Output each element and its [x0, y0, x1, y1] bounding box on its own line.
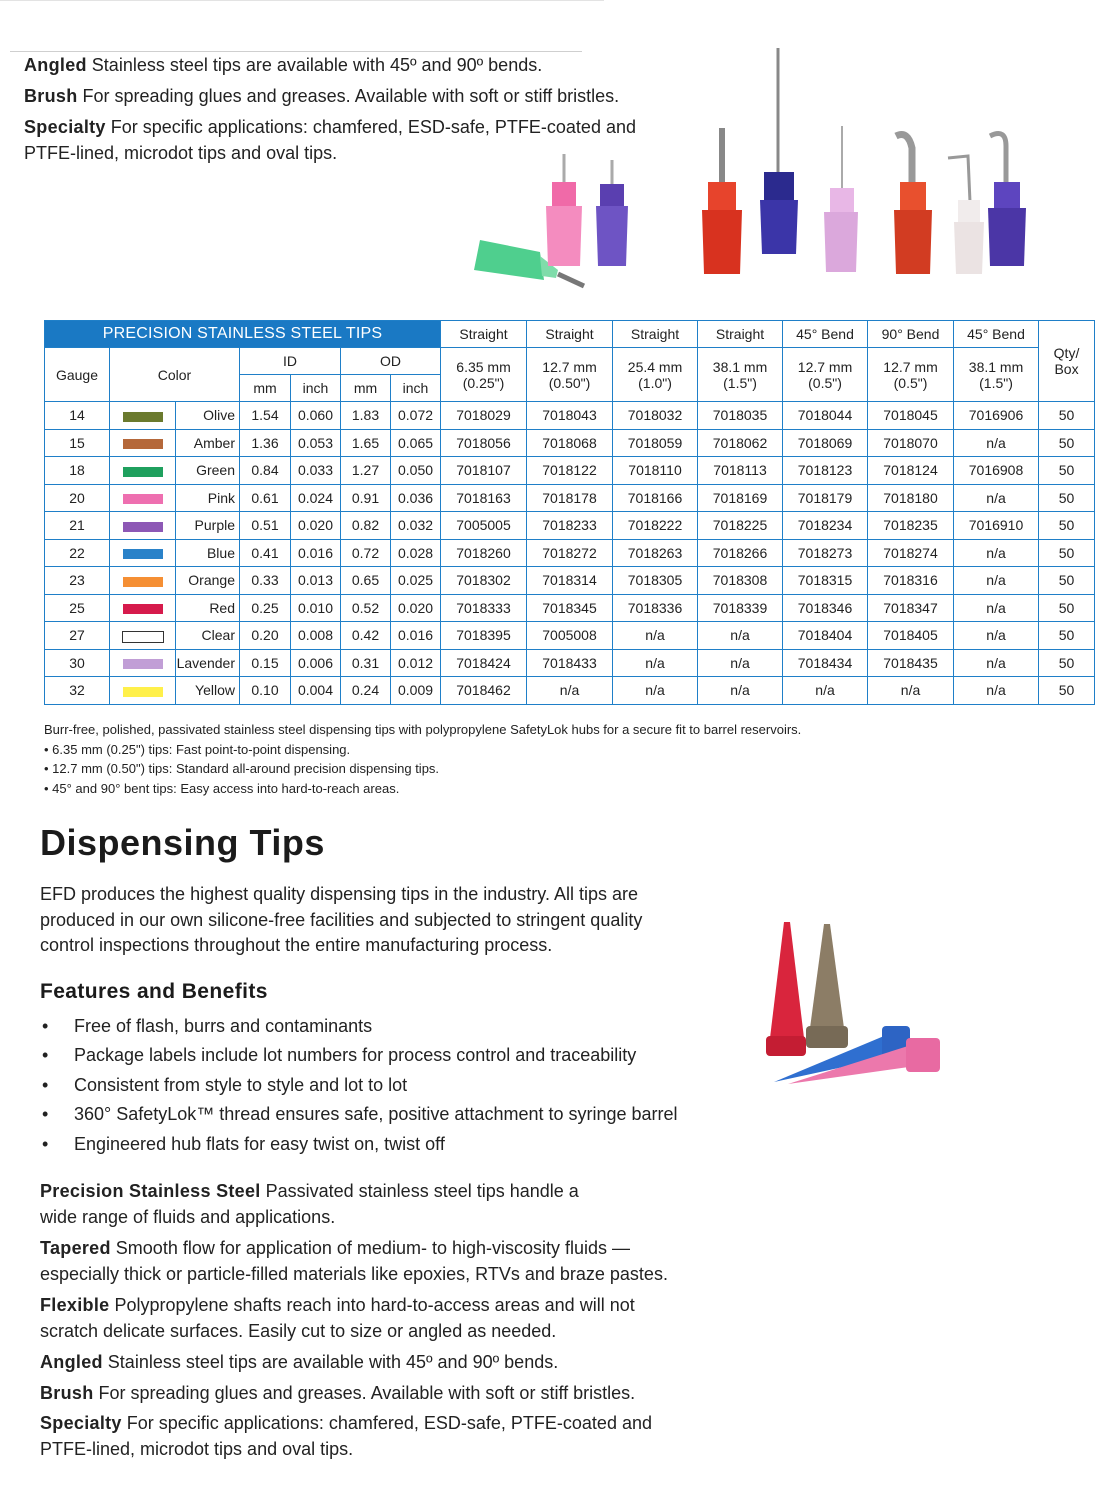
od-inch-cell: 0.072 — [391, 402, 441, 430]
color-name-cell: Blue — [176, 539, 240, 567]
part-number-cell: 7018233 — [527, 512, 613, 540]
id-inch-cell: 0.024 — [291, 484, 341, 512]
od-mm-cell: 1.83 — [341, 402, 391, 430]
od-mm-cell: 0.31 — [341, 649, 391, 677]
table-row — [45, 484, 1095, 512]
part-number-cell: 7018266 — [698, 539, 783, 567]
part-number-cell: 7018032 — [613, 402, 698, 430]
part-number-cell: 7018347 — [868, 594, 954, 622]
id-inch-cell: 0.013 — [291, 567, 341, 595]
intro-line: EFD produces the highest quality dispensing tips in the industry. All tips are — [40, 884, 638, 904]
part-number-cell: 7018122 — [527, 457, 613, 485]
od-mm-cell: 1.65 — [341, 429, 391, 457]
tapered-tips-illustration — [744, 918, 944, 1088]
type-flexible-cont: scratch delicate surfaces. Easily cut to size or angled as needed. — [40, 1320, 557, 1341]
part-number-cell: 7018180 — [868, 484, 954, 512]
col-style-6: 90° Bend — [868, 321, 954, 348]
gray-tapered-tip-image — [806, 924, 848, 1048]
feature-item: • Engineered hub flats for easy twist on, twist off — [40, 1130, 678, 1159]
note-line: Burr-free, polished, passivated stainless steel dispensing tips with polypropylene SafetyLok hubs for a secure fit to barrel reservoirs. — [44, 722, 802, 737]
gauge-cell: 18 — [45, 457, 110, 485]
part-number-cell: 7018166 — [613, 484, 698, 512]
od-mm-header: mm — [341, 375, 391, 402]
swatch-cell — [110, 594, 176, 622]
part-number-cell: n/a — [954, 622, 1039, 650]
gauge-cell: 30 — [45, 649, 110, 677]
part-number-cell: 7018029 — [441, 402, 527, 430]
features-list — [40, 1012, 678, 1159]
table-row — [45, 567, 1095, 595]
color-swatch — [123, 577, 163, 587]
part-number-cell: 7018163 — [441, 484, 527, 512]
qty-cell: 50 — [1039, 512, 1095, 540]
qty-cell: 50 — [1039, 622, 1095, 650]
part-number-cell: 7018434 — [783, 649, 868, 677]
type-flexible: Flexible Polypropylene shafts reach into hard-to-access areas and will not — [40, 1295, 635, 1315]
id-inch-cell: 0.053 — [291, 429, 341, 457]
part-number-cell: 7018273 — [783, 539, 868, 567]
gauge-cell: 15 — [45, 429, 110, 457]
part-number-cell: n/a — [954, 649, 1039, 677]
part-number-cell: 7018260 — [441, 539, 527, 567]
part-number-cell: 7016906 — [954, 402, 1039, 430]
feature-item: • Package labels include lot numbers for process control and traceability — [40, 1041, 678, 1070]
part-number-cell: 7018179 — [783, 484, 868, 512]
id-header: ID — [240, 348, 341, 375]
color-name-cell: Green — [176, 457, 240, 485]
color-swatch — [123, 522, 163, 532]
specialty-desc-cont: PTFE-lined, microdot tips and oval tips. — [24, 143, 338, 163]
col-len-5: 12.7 mm (0.5") — [783, 348, 868, 402]
qty-cell: 50 — [1039, 677, 1095, 705]
intro-line: produced in our own silicone-free facilities and subjected to stringent quality — [40, 909, 643, 930]
intro-line: control inspections throughout the entire manufacturing process. — [40, 935, 553, 955]
od-mm-cell: 0.52 — [341, 594, 391, 622]
swatch-cell — [110, 622, 176, 650]
note-line: • 6.35 mm (0.25") tips: Fast point-to-point dispensing. — [44, 741, 351, 757]
dispensing-tips-illustration — [446, 44, 1076, 296]
note-line: • 12.7 mm (0.50") tips: Standard all-around precision dispensing tips. — [44, 761, 440, 776]
od-inch-cell: 0.016 — [391, 622, 441, 650]
part-number-cell: n/a — [868, 677, 954, 705]
part-number-cell: 7005008 — [527, 622, 613, 650]
color-name-cell: Red — [176, 594, 240, 622]
swatch-cell — [110, 512, 176, 540]
part-number-cell: 7018462 — [441, 677, 527, 705]
col-len-7: 38.1 mm (1.5") — [954, 348, 1039, 402]
part-number-cell: 7018435 — [868, 649, 954, 677]
part-number-cell: n/a — [698, 649, 783, 677]
swatch-cell — [110, 429, 176, 457]
swatch-cell — [110, 567, 176, 595]
gauge-cell: 23 — [45, 567, 110, 595]
part-number-cell: 7018404 — [783, 622, 868, 650]
od-mm-cell: 1.27 — [341, 457, 391, 485]
table-title: PRECISION STAINLESS STEEL TIPS — [45, 321, 441, 348]
color-name-cell: Olive — [176, 402, 240, 430]
part-number-cell: 7018234 — [783, 512, 868, 540]
part-number-cell: 7018124 — [868, 457, 954, 485]
swatch-cell — [110, 677, 176, 705]
gauge-cell: 21 — [45, 512, 110, 540]
table-row — [45, 457, 1095, 485]
part-number-cell: 7018395 — [441, 622, 527, 650]
type-brush: Brush For spreading glues and greases. Available with soft or stiff bristles. — [40, 1382, 636, 1403]
part-number-cell: 7018339 — [698, 594, 783, 622]
top-rule — [0, 0, 604, 1]
od-inch-cell: 0.025 — [391, 567, 441, 595]
od-inch-cell: 0.065 — [391, 429, 441, 457]
id-mm-cell: 0.10 — [240, 677, 291, 705]
id-inch-cell: 0.016 — [291, 539, 341, 567]
part-number-cell: 7018110 — [613, 457, 698, 485]
qty-cell: 50 — [1039, 594, 1095, 622]
part-number-cell: 7018044 — [783, 402, 868, 430]
part-number-cell: n/a — [698, 622, 783, 650]
col-len-4: 38.1 mm (1.5") — [698, 348, 783, 402]
part-number-cell: n/a — [954, 594, 1039, 622]
swatch-cell — [110, 484, 176, 512]
od-inch-cell: 0.012 — [391, 649, 441, 677]
id-mm-cell: 0.51 — [240, 512, 291, 540]
type-tapered-cont: especially thick or particle-filled materials like epoxies, RTVs and braze pastes. — [40, 1263, 668, 1284]
part-number-cell: n/a — [954, 539, 1039, 567]
part-number-cell: 7018222 — [613, 512, 698, 540]
color-swatch — [123, 687, 163, 697]
angled-desc: Angled Stainless steel tips are available with 45º and 90º bends. — [24, 55, 543, 75]
qty-cell: 50 — [1039, 457, 1095, 485]
part-number-cell: n/a — [954, 677, 1039, 705]
id-mm-cell: 1.36 — [240, 429, 291, 457]
precision-tips-table — [44, 320, 1095, 705]
part-number-cell: n/a — [613, 649, 698, 677]
part-number-cell: 7018433 — [527, 649, 613, 677]
swatch-cell — [110, 402, 176, 430]
type-specialty: Specialty For specific applications: chamfered, ESD-safe, PTFE-coated and — [40, 1413, 652, 1433]
part-number-cell: 7018272 — [527, 539, 613, 567]
part-number-cell: 7016908 — [954, 457, 1039, 485]
gauge-cell: 22 — [45, 539, 110, 567]
col-style-4: Straight — [698, 321, 783, 348]
id-inch-header: inch — [291, 375, 341, 402]
purple-tip-image — [596, 160, 628, 266]
part-number-cell: n/a — [954, 484, 1039, 512]
id-mm-cell: 0.84 — [240, 457, 291, 485]
part-number-cell: n/a — [613, 677, 698, 705]
part-number-cell: 7018045 — [868, 402, 954, 430]
col-style-3: Straight — [613, 321, 698, 348]
part-number-cell: 7018345 — [527, 594, 613, 622]
id-mm-cell: 0.41 — [240, 539, 291, 567]
od-mm-cell: 0.24 — [341, 677, 391, 705]
color-name-cell: Clear — [176, 622, 240, 650]
color-name-cell: Orange — [176, 567, 240, 595]
part-number-cell: n/a — [783, 677, 868, 705]
type-specialty-cont: PTFE-lined, microdot tips and oval tips. — [40, 1438, 354, 1459]
part-number-cell: 7018314 — [527, 567, 613, 595]
lavender-tip-image — [824, 126, 858, 272]
col-style-7: 45° Bend — [954, 321, 1039, 348]
type-tapered: Tapered Smooth flow for application of medium- to high-viscosity fluids — — [40, 1238, 631, 1258]
id-mm-cell: 1.54 — [240, 402, 291, 430]
od-mm-cell: 0.42 — [341, 622, 391, 650]
col-len-1: 6.35 mm (0.25") — [441, 348, 527, 402]
part-number-cell: 7018302 — [441, 567, 527, 595]
table-row — [45, 429, 1095, 457]
part-number-cell: 7018316 — [868, 567, 954, 595]
id-inch-cell: 0.008 — [291, 622, 341, 650]
col-style-1: Straight — [441, 321, 527, 348]
part-number-cell: 7018225 — [698, 512, 783, 540]
id-mm-cell: 0.33 — [240, 567, 291, 595]
part-number-cell: 7018113 — [698, 457, 783, 485]
table-row — [45, 622, 1095, 650]
color-swatch — [123, 412, 163, 422]
part-number-cell: 7018336 — [613, 594, 698, 622]
part-number-cell: 7018178 — [527, 484, 613, 512]
part-number-cell: n/a — [527, 677, 613, 705]
od-inch-cell: 0.028 — [391, 539, 441, 567]
id-mm-cell: 0.20 — [240, 622, 291, 650]
feature-item: • Consistent from style to style and lot to lot — [40, 1071, 678, 1100]
tip-types — [40, 1179, 668, 1462]
id-inch-cell: 0.010 — [291, 594, 341, 622]
color-name-cell: Yellow — [176, 677, 240, 705]
color-name-cell: Lavender — [176, 649, 240, 677]
od-inch-cell: 0.036 — [391, 484, 441, 512]
color-header: Color — [110, 348, 240, 402]
part-number-cell: 7018346 — [783, 594, 868, 622]
table-row — [45, 539, 1095, 567]
swatch-cell — [110, 649, 176, 677]
red-tapered-tip-image — [766, 922, 806, 1056]
id-mm-header: mm — [240, 375, 291, 402]
color-name-cell: Amber — [176, 429, 240, 457]
qty-cell: 50 — [1039, 567, 1095, 595]
gauge-cell: 20 — [45, 484, 110, 512]
id-inch-cell: 0.033 — [291, 457, 341, 485]
od-inch-cell: 0.050 — [391, 457, 441, 485]
part-number-cell: 7018315 — [783, 567, 868, 595]
brush-desc: Brush For spreading glues and greases. Available with soft or stiff bristles. — [24, 86, 620, 106]
intro-text — [40, 882, 642, 959]
part-number-cell: 7018035 — [698, 402, 783, 430]
qty-cell: 50 — [1039, 429, 1095, 457]
section-title: Dispensing Tips — [40, 822, 325, 863]
col-style-5: 45° Bend — [783, 321, 868, 348]
od-inch-cell: 0.032 — [391, 512, 441, 540]
part-number-cell: 7018068 — [527, 429, 613, 457]
feature-item: • 360° SafetyLok™ thread ensures safe, positive attachment to syringe barrel — [40, 1100, 678, 1129]
part-number-cell: 7018235 — [868, 512, 954, 540]
part-number-cell: 7018062 — [698, 429, 783, 457]
table-row — [45, 402, 1095, 430]
color-swatch — [123, 549, 163, 559]
color-name-cell: Purple — [176, 512, 240, 540]
part-number-cell: n/a — [954, 567, 1039, 595]
part-number-cell: 7018169 — [698, 484, 783, 512]
color-swatch — [123, 467, 163, 477]
table-row — [45, 677, 1095, 705]
gauge-cell: 32 — [45, 677, 110, 705]
type-precision-cont: wide range of fluids and applications. — [40, 1206, 336, 1227]
color-swatch — [123, 659, 163, 669]
part-number-cell: 7018059 — [613, 429, 698, 457]
table-row — [45, 512, 1095, 540]
part-number-cell: 7018107 — [441, 457, 527, 485]
od-mm-cell: 0.91 — [341, 484, 391, 512]
part-number-cell: 7018405 — [868, 622, 954, 650]
od-mm-cell: 0.82 — [341, 512, 391, 540]
orange-bent-tip-image — [894, 135, 932, 275]
table-row — [45, 649, 1095, 677]
color-swatch — [123, 604, 163, 614]
part-number-cell: 7018123 — [783, 457, 868, 485]
part-number-cell: 7018263 — [613, 539, 698, 567]
part-number-cell: 7018070 — [868, 429, 954, 457]
col-len-6: 12.7 mm (0.5") — [868, 348, 954, 402]
gauge-cell: 27 — [45, 622, 110, 650]
id-inch-cell: 0.060 — [291, 402, 341, 430]
color-swatch — [123, 439, 163, 449]
id-mm-cell: 0.15 — [240, 649, 291, 677]
part-number-cell: 7018274 — [868, 539, 954, 567]
part-number-cell: 7018424 — [441, 649, 527, 677]
part-number-cell: 7018333 — [441, 594, 527, 622]
id-inch-cell: 0.006 — [291, 649, 341, 677]
table-row — [45, 594, 1095, 622]
part-number-cell: 7018043 — [527, 402, 613, 430]
od-inch-cell: 0.020 — [391, 594, 441, 622]
od-header: OD — [341, 348, 441, 375]
color-swatch — [122, 631, 164, 643]
specialty-desc: Specialty For specific applications: chamfered, ESD-safe, PTFE-coated and — [24, 117, 636, 137]
col-len-3: 25.4 mm (1.0") — [613, 348, 698, 402]
od-mm-cell: 0.65 — [341, 567, 391, 595]
part-number-cell: 7018305 — [613, 567, 698, 595]
pink-tip-image — [546, 154, 582, 266]
qty-cell: 50 — [1039, 649, 1095, 677]
qty-cell: 50 — [1039, 402, 1095, 430]
purple-bent-tip-image — [988, 134, 1026, 266]
od-inch-header: inch — [391, 375, 441, 402]
qty-header: Qty/ Box — [1039, 321, 1095, 402]
part-number-cell: 7005005 — [441, 512, 527, 540]
blue-tip-image — [760, 48, 798, 254]
part-number-cell: n/a — [698, 677, 783, 705]
col-style-2: Straight — [527, 321, 613, 348]
part-number-cell: n/a — [613, 622, 698, 650]
table-notes — [44, 720, 801, 798]
table-body — [45, 402, 1095, 705]
color-name-cell: Pink — [176, 484, 240, 512]
orange-tip-image — [702, 128, 742, 274]
type-precision: Precision Stainless Steel Passivated stainless steel tips handle a — [40, 1181, 579, 1201]
id-mm-cell: 0.25 — [240, 594, 291, 622]
gauge-cell: 25 — [45, 594, 110, 622]
features-title: Features and Benefits — [40, 980, 268, 1003]
part-number-cell: n/a — [954, 429, 1039, 457]
part-number-cell: 7018069 — [783, 429, 868, 457]
id-inch-cell: 0.020 — [291, 512, 341, 540]
swatch-cell — [110, 457, 176, 485]
qty-cell: 50 — [1039, 539, 1095, 567]
feature-item: • Free of flash, burrs and contaminants — [40, 1012, 678, 1041]
od-inch-cell: 0.009 — [391, 677, 441, 705]
note-line: • 45° and 90° bent tips: Easy access into hard-to-reach areas. — [44, 780, 400, 796]
swatch-cell — [110, 539, 176, 567]
part-number-cell: 7018056 — [441, 429, 527, 457]
type-angled: Angled Stainless steel tips are available with 45º and 90º bends. — [40, 1352, 559, 1372]
id-inch-cell: 0.004 — [291, 677, 341, 705]
col-len-2: 12.7 mm (0.50") — [527, 348, 613, 402]
gauge-cell: 14 — [45, 402, 110, 430]
gauge-header: Gauge — [45, 348, 110, 402]
qty-cell: 50 — [1039, 484, 1095, 512]
part-number-cell: 7016910 — [954, 512, 1039, 540]
od-mm-cell: 0.72 — [341, 539, 391, 567]
id-mm-cell: 0.61 — [240, 484, 291, 512]
color-swatch — [123, 494, 163, 504]
part-number-cell: 7018308 — [698, 567, 783, 595]
clear-bent-tip-image — [948, 156, 984, 274]
